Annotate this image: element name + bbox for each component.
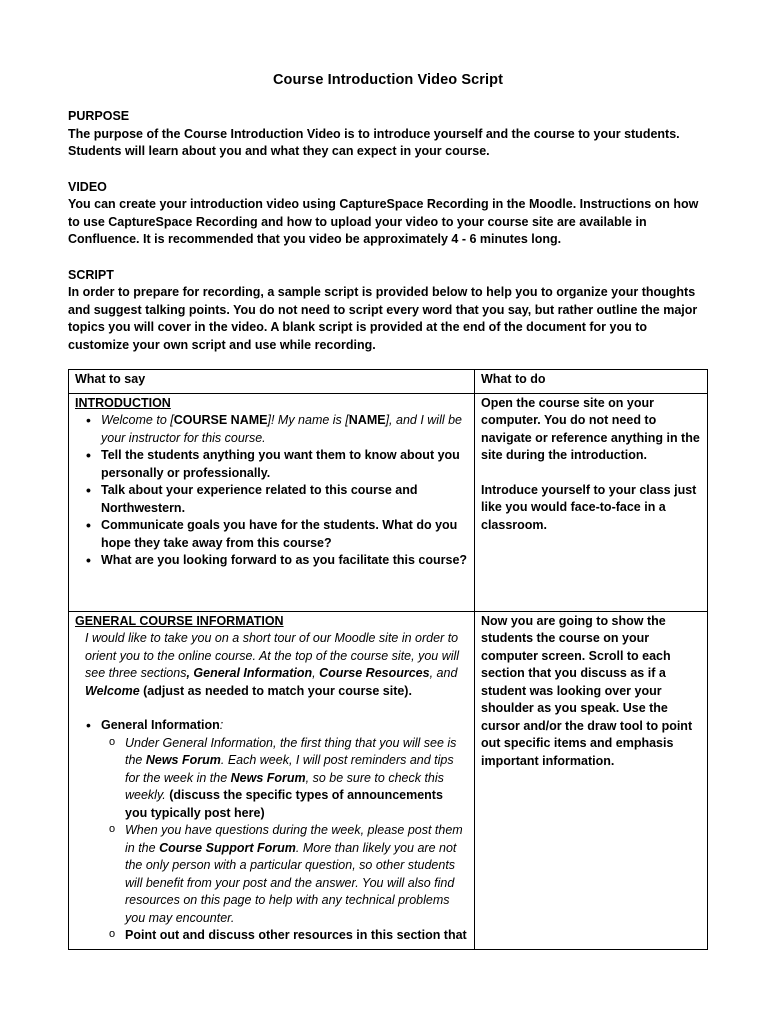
- news-forum-label-2: News Forum: [230, 770, 306, 785]
- colon: :: [219, 718, 224, 732]
- general-intro-text: [75, 630, 468, 700]
- intro-do-cell: [475, 393, 708, 611]
- spacer: [75, 700, 468, 717]
- general-heading: GENERAL COURSE INFORMATION: [75, 613, 284, 628]
- table-header-row: [69, 370, 708, 394]
- welcome-text-2: ]! My name is [: [267, 413, 349, 427]
- video-heading: VIDEO: [68, 179, 107, 194]
- spacer: [481, 465, 701, 482]
- support-forum-text-a: When you have questions during the week, please post them in the: [125, 823, 463, 855]
- video-text: You can create your introduction video using CaptureSpace Recording in the Moodle. Instructions on how to use CaptureSpace Recording and how to upload your video to your course site are available in Confluence. It is recommended that you video be approximately 4 - 6 minutes long.: [68, 197, 699, 246]
- general-do-text: Now you are going to show the students the course on your computer screen. Scroll to each section that you discuss as if a student was looking over your shoulder as you speak. Use the cursor and/or the draw tool to point out specific items and emphasis important information.: [481, 613, 693, 768]
- table-row-introduction: [69, 393, 708, 611]
- list-item: • What are you looking forward to as you facilitate this course?: [101, 552, 468, 570]
- name-placeholder: NAME: [348, 413, 386, 427]
- news-forum-text-a: Under General Information, the first thing that you will see is the: [125, 735, 457, 767]
- general-intro-g: (adjust as needed to match your course site).: [139, 683, 412, 698]
- document-page: [68, 0, 708, 950]
- table-row-general-course-information: [69, 611, 708, 949]
- video-section: [68, 179, 708, 249]
- intro-do-text-1: Open the course site on your computer. You do not need to navigate or reference anything in the site during the introduction.: [481, 395, 700, 462]
- list-item: o Point out and discuss other resources in this section that: [125, 927, 468, 945]
- news-forum-note: (discuss the specific types of announcements you typically post here): [125, 788, 443, 820]
- general-intro-a: I would like to take you on a short tour of our Moodle site in order to orient you to the online course. At the top of the course site, you will see three sections: [85, 631, 460, 680]
- general-say-cell: [69, 611, 475, 949]
- general-do-cell: [475, 611, 708, 949]
- script-heading: SCRIPT: [68, 267, 114, 282]
- news-forum-text-c: . Each week, I will post reminders and tips for the week in the: [125, 753, 454, 785]
- course-resources-label: Course Resources: [319, 666, 430, 680]
- welcome-text-3: ], and I will be your instructor for this course.: [101, 413, 463, 445]
- col-header-what-to-do: What to do: [475, 370, 708, 394]
- list-item: • Talk about your experience related to this course and Northwestern.: [101, 482, 468, 517]
- list-item: [125, 735, 468, 823]
- list-item: • Communicate goals you have for the students. What do you hope they take away from this course?: [101, 517, 468, 552]
- col-header-what-to-say: What to say: [69, 370, 475, 394]
- support-forum-text-c: . More than likely you are not the only person with a particular question, so other students will benefit from your post and the answer. You will also find resources on this page to help with any technical problems you may encounter.: [125, 840, 457, 925]
- intro-do-text-2: Introduce yourself to your class just like you would face-to-face in a classroom.: [481, 482, 697, 532]
- document-title: Course Introduction Video Script: [272, 72, 504, 88]
- script-table: [68, 369, 708, 950]
- purpose-heading: PURPOSE: [68, 109, 130, 123]
- intro-say-cell: [69, 393, 475, 611]
- welcome-label: Welcome: [85, 683, 140, 698]
- list-item: [101, 412, 468, 447]
- general-intro-e: , and: [429, 666, 458, 680]
- course-name-placeholder: COURSE NAME: [173, 413, 268, 427]
- intro-heading: INTRODUCTION: [75, 395, 171, 410]
- news-forum-label: News Forum: [145, 753, 221, 767]
- list-item: [125, 822, 468, 927]
- course-support-forum-label: Course Support Forum: [159, 840, 296, 855]
- general-information-bullet: General Information: [101, 718, 220, 732]
- purpose-section: [68, 108, 708, 161]
- list-item: [101, 717, 468, 945]
- script-text: In order to prepare for recording, a sample script is provided below to help you to organize your thoughts and suggest talking points. You do not need to script every word that you say, but rather outline the major topics you will cover in the video. A blank script is provided at the end of the document for you to customize your own script and use while recording.: [68, 285, 698, 352]
- intro-bullet-list: [75, 412, 468, 570]
- general-bullet-list: [75, 717, 468, 945]
- purpose-text: The purpose of the Course Introduction Video is to introduce yourself and the course to your students. Students will learn about you and what they can expect in your course.: [68, 126, 680, 158]
- general-information-sublist: [101, 735, 468, 945]
- list-item: • Tell the students anything you want them to know about you personally or professionally.: [101, 447, 468, 482]
- script-section: [68, 267, 708, 355]
- welcome-text: Welcome to [: [101, 413, 174, 427]
- news-forum-text-e: , so be sure to check this weekly.: [125, 770, 444, 802]
- general-intro-c: ,: [312, 666, 320, 680]
- general-information-label: , General Information: [186, 666, 313, 680]
